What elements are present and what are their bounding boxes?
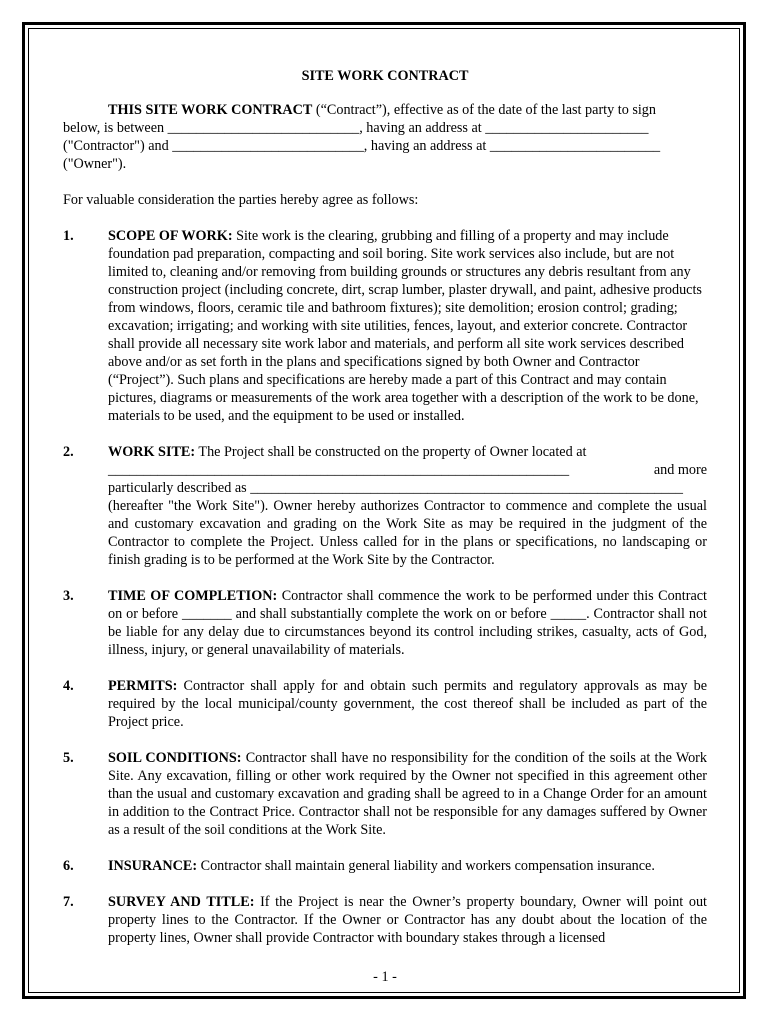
section-heading: SURVEY AND TITLE: bbox=[108, 894, 255, 910]
section-number: 2. bbox=[63, 444, 74, 460]
described-as-line: particularly described as _____________________________________________________________ bbox=[108, 480, 683, 496]
section-work-site bbox=[63, 443, 707, 569]
blank-tail: and more bbox=[653, 462, 707, 478]
section-insurance bbox=[63, 857, 707, 875]
section-scope-of-work bbox=[63, 227, 707, 425]
section-text: Contractor shall have no responsibility for the condition of the soils at the Work Site. Any excavation, filling or other work required by the Owner not specified in this agreement other than the usual and customary excavation and grading shall be agreed to in a Change Order for an amount in addition to the Contract Price. Contractor shall not be responsible for any damages suffered by Owner as a result of the soil conditions at the Work Site. bbox=[108, 750, 707, 838]
section-text: Site work is the clearing, grubbing and filling of a property and may include foundation pad preparation, compacting and soil boring. Site work services also include, but are not limited to, cleaning and/or removing from building grounds or structures any debris resultant from any construction project (including concrete, dirt, scrap lumber, plaster drywall, and paint, adhesive products from windows, floors, ceramic tile and bathroom fixtures); site demolition; erosion control; grading; excavation; irrigating; and working with site utilities, fences, layout, and exterior concrete. Contractor shall provide all necessary site work labor and materials, and perform all site work services described above and/or as set forth in the plans and specifications signed by both Owner and Contractor (“Project”). Such plans and specifications are hereby made a part of this Contract and may contain pictures, diagrams or measurements of the work area together with a description of the work to be done, materials to be used, and the equipment to be used or installed. bbox=[108, 228, 702, 424]
section-number: 4. bbox=[63, 678, 74, 694]
section-permits bbox=[63, 677, 707, 731]
section-heading: INSURANCE: bbox=[108, 858, 198, 874]
intro-lead: THIS SITE WORK CONTRACT bbox=[108, 102, 313, 118]
section-heading: SCOPE OF WORK: bbox=[108, 228, 233, 244]
section-number: 3. bbox=[63, 588, 74, 604]
section-survey-and-title bbox=[63, 893, 707, 947]
intro-paragraph bbox=[63, 101, 707, 173]
page-number: - 1 - bbox=[373, 969, 397, 985]
section-number: 7. bbox=[63, 894, 74, 910]
section-text: If the Project is near the Owner’s property boundary, Owner will point out property lines to the Contractor. If the Owner or Contractor has any doubt about the location of the property lines, Owner shall provide Contractor with boundary stakes through a licensed bbox=[108, 894, 707, 946]
consideration-text: For valuable consideration the parties hereby agree as follows: bbox=[63, 192, 419, 208]
section-heading: WORK SITE: bbox=[108, 444, 196, 460]
section-line1: The Project shall be constructed on the property of Owner located at bbox=[195, 444, 587, 460]
intro-line4: ("Owner"). bbox=[63, 156, 127, 172]
intro-line2: below, is between ___________________________, having an address at _______________________ bbox=[63, 120, 649, 136]
intro-line1: (“Contract”), effective as of the date of the last party to sign bbox=[312, 102, 656, 118]
section-heading: SOIL CONDITIONS: bbox=[108, 750, 242, 766]
section-text: (hereafter "the Work Site"). Owner hereby authorizes Contractor to commence and complete the usual and customary excavation and grading on the Work Site as may be required in the judgment of the Contractor to complete the Project. Unless called for in the plans or specifications, no landscaping or finish grading is to be performed at the Work Site by the Contractor. bbox=[108, 498, 707, 568]
document-title: SITE WORK CONTRACT bbox=[301, 68, 469, 84]
section-number: 1. bbox=[63, 228, 74, 244]
section-text: Contractor shall commence the work to be performed under this Contract on or before _______ and shall substantially complete the work on or before _____. Contractor shall not be liable for any delay due to circumstances beyond its control including strikes, casualty, acts of God, illness, injury, or general unavailability of materials. bbox=[108, 588, 707, 658]
intro-line3: ("Contractor") and ___________________________, having an address at ________________________ bbox=[63, 138, 661, 154]
section-text: Contractor shall apply for and obtain such permits and regulatory approvals as may be required by the local municipal/county government, the cost thereof shall be included as part of the Project price. bbox=[108, 678, 707, 730]
section-number: 6. bbox=[63, 858, 74, 874]
section-heading: TIME OF COMPLETION: bbox=[108, 588, 278, 604]
section-number: 5. bbox=[63, 750, 74, 766]
document-page bbox=[63, 62, 707, 965]
section-soil-conditions bbox=[63, 749, 707, 839]
address-blank: _________________________________________________________________ bbox=[108, 462, 570, 478]
section-time-of-completion bbox=[63, 587, 707, 659]
section-text: Contractor shall maintain general liability and workers compensation insurance. bbox=[197, 858, 655, 874]
section-heading: PERMITS: bbox=[108, 678, 178, 694]
